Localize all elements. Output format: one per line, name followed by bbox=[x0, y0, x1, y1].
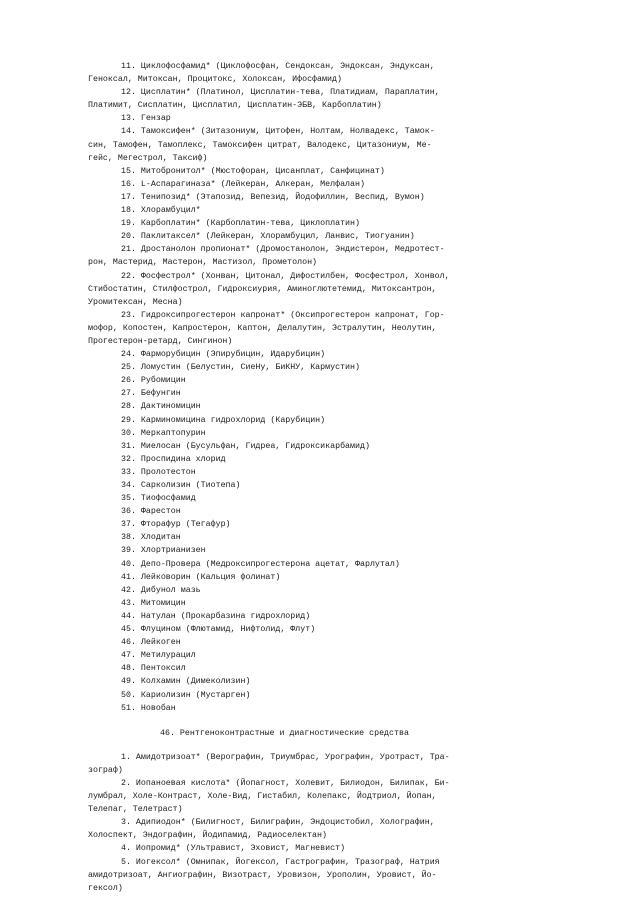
list-item-continuation: амидотризоат, Ангиографин, Визотраст, Уровизон, Урополин, Уровист, Йо- bbox=[88, 870, 437, 880]
list-item: 47. Метилурацил bbox=[121, 651, 196, 661]
list-item-continuation: син, Тамофен, Тамоплекс, Тамоксифен цитрат, Валодекс, Цитазониум, Ме- bbox=[88, 140, 432, 150]
list-item: 51. Новобан bbox=[121, 703, 176, 713]
list-item: 21. Дростанолон пропионат* (Дромостанолон, Эндистерон, Медротест- bbox=[121, 245, 445, 255]
list-item-continuation: гексол) bbox=[88, 883, 123, 893]
list-item: 24. Фарморубицин (Эпирубицин, Идарубицин) bbox=[121, 350, 326, 360]
list-item: 14. Тамоксифен* (Зитазониум, Цитофен, Нолтам, Нолвадекс, Тамок- bbox=[121, 127, 435, 137]
list-item-continuation: мофор, Копостен, Капростерон, Каптон, Делалутин, Эстралутин, Неолутин, bbox=[88, 323, 437, 333]
document-page bbox=[88, 60, 548, 895]
list-item: 33. Пролотестон bbox=[121, 467, 196, 477]
list-item: 22. Фосфестрол* (Хонван, Цитонал, Дифостилбен, Фосфестрол, Хонвол, bbox=[121, 271, 450, 281]
list-item: 23. Гидроксипрогестерон капронат* (Оксипрогестерон капронат, Гор- bbox=[121, 310, 445, 320]
list-item: 38. Хлодитан bbox=[121, 533, 181, 543]
list-item-continuation: Телепаг, Телетраст) bbox=[88, 805, 183, 815]
list-item: 34. Сарколизин (Тиотепа) bbox=[121, 481, 241, 490]
drug-list-antineoplastic bbox=[88, 60, 548, 715]
list-item-continuation: Холоспект, Эндографин, Йодипамид, Радиоселектан) bbox=[88, 831, 327, 841]
list-item: 3. Адипиодон* (Билигност, Билиграфин, Эндоцистобил, Холографин, bbox=[121, 818, 435, 828]
list-item: 32. Проспидина хлорид bbox=[121, 454, 226, 464]
list-item: 1. Амидотризоат* (Верографин, Триумбрас, Урографин, Уротраст, Тра- bbox=[121, 752, 450, 762]
list-item: 39. Хлортрианизен bbox=[121, 546, 206, 556]
list-item-continuation: Уромитексан, Месна) bbox=[88, 297, 183, 307]
list-item: 29. Карминомицина гидрохлорид (Карубицин) bbox=[121, 415, 326, 425]
list-item-continuation: Платимит, Сисплатин, Цисплатил, Цисплатин-ЭБВ, Карбоплатин) bbox=[88, 101, 382, 111]
list-item: 17. Тенипозид* (Этапозид, Вепезид, Йодофиллин, Веспид, Вумон) bbox=[121, 192, 425, 202]
list-item: 11. Циклофосфамид* (Циклофосфан, Сендоксан, Эндоксан, Эндуксан, bbox=[121, 62, 435, 71]
list-item: 15. Митобронитол* (Мюстофоран, Цисанплат, Санфицинат) bbox=[121, 166, 385, 176]
list-item: 49. Колхамин (Димеколизин) bbox=[121, 677, 251, 687]
list-item: 2. Иопаноевая кислота* (Йопагност, Холевит, Билиодон, Билипак, Би- bbox=[121, 778, 450, 788]
list-item-continuation: Геноксал, Митоксан, Процитокс, Холоксан, Ифосфамид) bbox=[88, 75, 342, 85]
list-item: 36. Фарестон bbox=[121, 507, 181, 517]
list-item: 30. Меркаптопурин bbox=[121, 428, 206, 438]
list-item: 13. Гензар bbox=[121, 114, 171, 124]
list-item: 5. Иогексол* (Омнипак, Йогексол, Гастрографин, Тразограф, Натрия bbox=[121, 857, 440, 867]
list-item: 28. Дактиномицин bbox=[121, 402, 201, 412]
list-item: 26. Рубомицин bbox=[121, 376, 186, 386]
list-item: 31. Миелосан (Бусульфан, Гидреа, Гидроксикарбамид) bbox=[121, 441, 370, 451]
list-item-continuation: Прогестерон-ретард, Сингинон) bbox=[88, 336, 233, 346]
list-item: 44. Натулан (Прокарбазина гидрохлорид) bbox=[121, 611, 311, 621]
list-item: 40. Депо-Провера (Медроксипрогестерона ацетат, Фарлутал) bbox=[121, 559, 400, 569]
list-item: 35. Тиофосфамид bbox=[121, 494, 196, 504]
list-item-continuation: зограф) bbox=[88, 765, 123, 775]
list-item: 19. Карбоплатин* (Карбоплатин-тева, Циклоплатин) bbox=[121, 219, 360, 229]
list-item: 46. Лейкоген bbox=[121, 638, 181, 648]
drug-list-contrast-agents bbox=[88, 751, 548, 895]
list-item: 50. Кариолизин (Мустарген) bbox=[121, 690, 251, 700]
list-item: 20. Паклитаксел* (Лейкеран, Хлорамбуцил, Ланвис, Тиогуанин) bbox=[121, 232, 415, 242]
list-item-continuation: гейс, Мегестрол, Таксиф) bbox=[88, 153, 208, 163]
list-item-continuation: лумбрал, Холе-Контраст, Холе-Вид, Гистабил, Колепакс, Йодтриол, Йопан, bbox=[88, 792, 437, 802]
list-item: 48. Пентоксил bbox=[121, 664, 186, 674]
list-item: 12. Цисплатин* (Платинол, Цисплатин-тева, Платидиам, Параплатин, bbox=[121, 88, 440, 98]
list-item: 27. Бефунгин bbox=[121, 389, 181, 399]
list-item: 42. Дибунол мазь bbox=[121, 585, 201, 595]
list-item: 45. Флуцином (Флютамид, Нифтолид, Флут) bbox=[121, 625, 316, 635]
list-item: 37. Фторафур (Тегафур) bbox=[121, 520, 231, 530]
list-item: 25. Ломустин (Белустин, СиеНу, БиКНУ, Кармустин) bbox=[121, 363, 360, 373]
list-item: 18. Хлорамбуцил* bbox=[121, 206, 201, 216]
list-item: 16. L-Аспарагиназа* (Лейкеран, Алкеран, Мелфалан) bbox=[121, 179, 365, 189]
list-item: 43. Митомицин bbox=[121, 598, 186, 608]
section-heading: 46. Рентгеноконтрастные и диагностические средства bbox=[160, 728, 409, 738]
list-item: 4. Иопромид* (Ультравист, Эховист, Магневист) bbox=[121, 844, 346, 854]
list-item-continuation: рон, Мастерид, Мастерон, Мастизол, Прометолон) bbox=[88, 258, 318, 268]
list-item-continuation: Стибостатин, Стилфострол, Гидроксиурия, Аминоглютетемид, Митоксантрон, bbox=[88, 284, 437, 294]
list-item: 41. Лейковорин (Кальция фолинат) bbox=[121, 572, 281, 582]
